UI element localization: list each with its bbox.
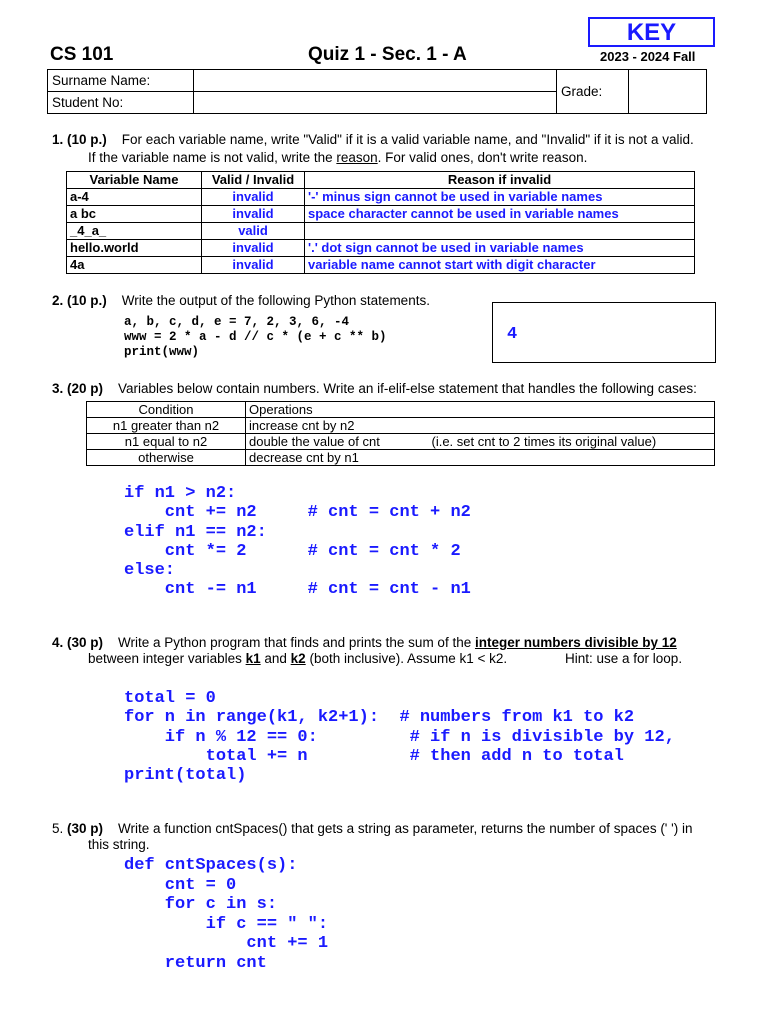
q3-answer-code: if n1 > n2: cnt += n2 # cnt = cnt + n2 elif n1 == n2: cnt *= 2 # cnt = cnt * 2 else: cnt -= n1 # cnt = cnt - n1 <box>124 484 471 600</box>
variable-table <box>66 171 695 274</box>
table-row: a-4 invalid '-' minus sign cannot be used in variable names <box>67 189 695 206</box>
term-label: 2023 - 2024 Fall <box>600 49 696 64</box>
table-row: _4_a_ valid <box>67 223 695 240</box>
grade-label: Grade: <box>557 70 629 114</box>
vt-header-valid: Valid / Invalid <box>202 172 305 189</box>
q4-number: 4. (30 p) <box>52 635 104 650</box>
table-row: a bc invalid space character cannot be used in variable names <box>67 206 695 223</box>
ct-header-condition: Condition <box>87 402 246 418</box>
q4-text-line1: 4. (30 p) Write a Python program that finds and prints the sum of the integer numbers divisible by 12 <box>52 635 677 650</box>
q2-text: Write the output of the following Python statements. <box>121 293 430 308</box>
q5-number: (30 p) <box>67 821 104 836</box>
student-no-field[interactable] <box>194 92 557 114</box>
table-row: n1 equal to n2 double the value of cnt (i.e. set cnt to 2 times its original value) <box>87 434 715 450</box>
table-row: hello.world invalid '.' dot sign cannot be used in variable names <box>67 240 695 257</box>
vt-header-reason: Reason if invalid <box>305 172 695 189</box>
q3-text: Variables below contain numbers. Write an if-elif-else statement that handles the following cases: <box>118 381 697 396</box>
q1-text-line2: If the variable name is not valid, write the reason. For valid ones, don't write reason. <box>88 150 588 165</box>
q5-text-line1: 5. (30 p) Write a function cntSpaces() that gets a string as parameter, returns the number of spaces (' ') in <box>52 821 693 836</box>
condition-table <box>86 401 715 466</box>
q1-text-line1 <box>52 131 694 148</box>
q1-text: For each variable name, write "Valid" if it is a valid variable name, and "Invalid" if it is not a valid. <box>121 132 694 147</box>
table-row: 4a invalid variable name cannot start with digit character <box>67 257 695 274</box>
ct-header-operations: Operations <box>246 402 715 418</box>
table-row: n1 greater than n2 increase cnt by n2 <box>87 418 715 434</box>
q5-answer-code: def cntSpaces(s): cnt = 0 for c in s: if c == " ": cnt += 1 return cnt <box>124 856 329 973</box>
student-info-table <box>47 69 707 114</box>
q2-number: 2. (10 p.) <box>52 293 107 308</box>
student-no-label: Student No: <box>48 92 194 114</box>
q1-number: 1. (10 p.) <box>52 132 107 147</box>
q5-text-line2: this string. <box>88 837 150 852</box>
q2-text-line <box>52 292 430 309</box>
surname-field[interactable] <box>194 70 557 92</box>
course-title: CS 101 <box>50 44 114 65</box>
q2-answer: 4 <box>507 325 518 344</box>
q4-text-line2: between integer variables k1 and k2 (both inclusive). Assume k1 < k2. Hint: use a for loop. <box>88 651 683 666</box>
q4-answer-code: total = 0 for n in range(k1, k2+1): # numbers from k1 to k2 if n % 12 == 0: # if n is divisible by 12, total += n # then add n to total print(total) <box>124 689 675 786</box>
q3-number: 3. (20 p) <box>52 381 104 396</box>
key-badge: KEY <box>588 17 715 47</box>
surname-label: Surname Name: <box>48 70 194 92</box>
q3-text-line <box>52 380 697 397</box>
grade-field[interactable] <box>629 70 707 114</box>
table-row: otherwise decrease cnt by n1 <box>87 450 715 466</box>
q2-answer-box <box>492 302 716 363</box>
quiz-title: Quiz 1 - Sec. 1 - A <box>308 44 467 65</box>
q2-code: a, b, c, d, e = 7, 2, 3, 6, -4 www = 2 * a - d // c * (e + c ** b) print(www) <box>124 315 387 359</box>
vt-header-name: Variable Name <box>67 172 202 189</box>
